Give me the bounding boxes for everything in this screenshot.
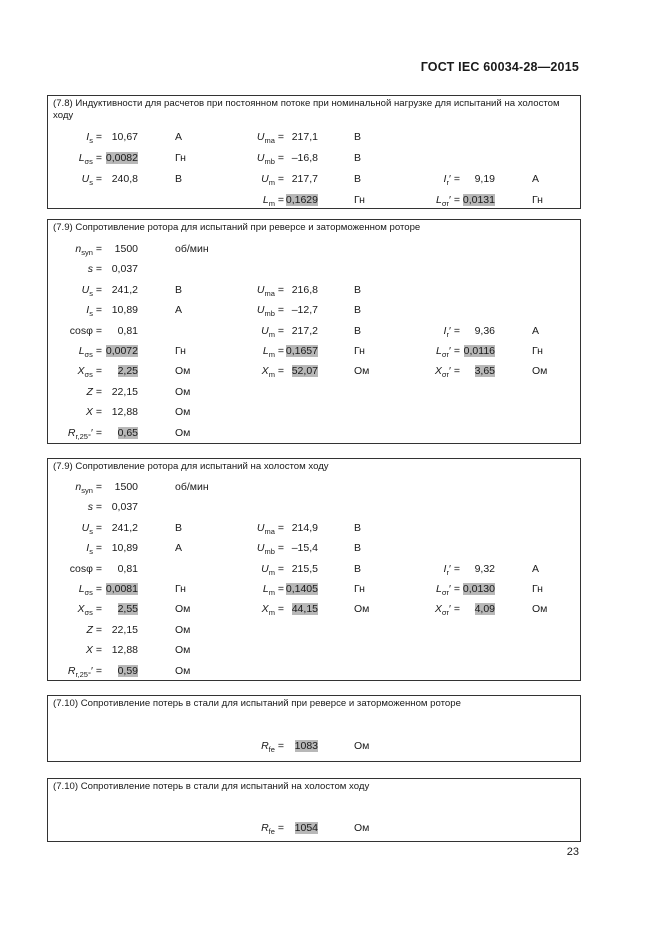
param-row [48,665,580,678]
param-unit: В [175,283,183,296]
param-unit: A [532,562,540,575]
param-value: 10,67 [111,131,138,143]
param-row [48,263,580,276]
page-number: 23 [566,846,579,858]
param-row [48,822,580,835]
param-label: $U_m$ = [261,324,284,339]
param-row [48,131,580,144]
param-label: $I_s$ = [86,131,102,146]
param-unit: Гн [175,345,186,357]
param-value: 22,15 [111,385,138,398]
section-iron-loss-reverse [47,695,581,762]
param-value: 12,88 [111,406,138,419]
param-row [48,194,580,207]
param-value: 0,65 [117,426,138,439]
param-unit: Ом [354,740,370,752]
param-label: $L_{\sigma s}$ = [78,345,102,360]
param-label: $L_m$ = [262,345,284,360]
param-unit: Гн [354,583,365,595]
param-unit: Гн [175,152,186,164]
param-label: $I_r'$ = [443,324,460,339]
param-row [48,740,580,753]
param-row [48,624,580,637]
param-row [48,386,580,399]
param-value: 0,0072 [105,345,138,357]
param-label: $R_{r,25^\circ}'$ = [67,664,102,679]
param-unit: Гн [354,194,365,206]
param-unit: A [175,542,183,555]
param-value: 9,32 [474,562,495,575]
param-label: $U_{ma}$ = [256,283,284,298]
param-label: $L_m$ = [262,194,284,209]
param-label: cosφ = [69,324,102,337]
param-row [48,173,580,186]
param-value: 10,89 [111,304,138,317]
param-row [48,542,580,555]
param-row [48,152,580,165]
section-title: (7.8) Индуктивности для расчетов при постоянном потоке при номинальной нагрузке для испытаний на холостом ходу [53,98,560,121]
param-row [48,365,580,378]
param-label: $L_{\sigma r}'$ = [435,194,460,209]
section-iron-loss-no-load [47,778,581,842]
param-value: 3,65 [474,365,495,378]
param-label: $U_{ma}$ = [256,131,284,146]
param-value: 1500 [114,481,138,493]
param-row [48,406,580,419]
param-label: $X_{\sigma s}$ = [77,365,102,380]
param-unit: Ом [175,603,191,616]
param-label: $U_m$ = [261,562,284,577]
section-title: (7.10) Сопротивление потерь в стали для испытаний на холостом ходу [53,781,370,792]
param-label: $L_{\sigma s}$ = [78,583,102,598]
param-unit: В [354,562,362,575]
param-value: 0,0081 [105,583,138,595]
param-label: $I_r'$ = [443,562,460,577]
param-unit: В [354,283,362,296]
param-value: 12,88 [111,644,138,657]
param-value: 2,25 [117,365,138,378]
param-value: 44,15 [291,603,318,616]
param-label: $R_{fe}$ = [261,740,284,755]
param-value: –15,4 [291,542,318,555]
section-title: (7.10) Сопротивление потерь в стали для испытаний при реверсе и заторможенном роторе [53,698,461,709]
param-unit: В [354,131,362,143]
section-rotor-resistance-reverse [47,219,581,444]
param-unit: Ом [175,644,191,657]
param-value: 1054 [294,822,318,834]
param-unit: В [354,542,362,555]
section-rotor-resistance-no-load [47,458,581,681]
param-unit: В [354,152,362,164]
section-title: (7.9) Сопротивление ротора для испытаний на холостом ходу [53,461,329,472]
param-label: $L_m$ = [262,583,284,598]
param-row [48,522,580,535]
param-row [48,481,580,494]
param-label: $U_s$ = [81,283,102,298]
param-unit: Ом [175,664,191,677]
param-label: $U_{mb}$ = [256,152,284,167]
param-value: 0,037 [111,263,138,276]
param-unit: Ом [532,603,548,616]
param-label: X = [85,406,102,419]
param-label: X = [85,644,102,657]
param-value: 52,07 [291,365,318,378]
param-unit: Ом [175,365,191,378]
param-label: $L_{\sigma r}'$ = [435,583,460,598]
param-unit: Ом [532,365,548,378]
param-unit: A [175,131,183,143]
param-row [48,644,580,657]
param-value: 241,2 [111,521,138,534]
section-inductances [47,95,581,209]
param-unit: В [354,521,362,534]
param-label: $L_{\sigma r}'$ = [435,345,460,360]
param-value: 0,81 [117,562,138,575]
param-unit: В [354,173,362,185]
param-unit: Гн [532,194,543,206]
param-unit: A [532,324,540,337]
param-row [48,563,580,576]
param-row [48,284,580,297]
param-label: $R_{r,25^\circ}'$ = [67,426,102,441]
param-label: cosφ = [69,562,102,575]
param-label: $X_{\sigma r}'$ = [434,603,460,618]
param-unit: Ом [175,406,191,419]
param-row [48,304,580,317]
param-value: 0,0130 [462,583,495,595]
param-value: 0,1629 [285,194,318,206]
param-unit: A [532,173,540,185]
param-label: $I_r'$ = [443,173,460,188]
param-value: 4,09 [474,603,495,616]
param-label: $U_m$ = [261,173,284,188]
param-label: Z = [86,623,102,636]
param-value: 216,8 [291,283,318,296]
param-unit: Ом [175,385,191,398]
param-value: 214,9 [291,521,318,534]
param-value: –16,8 [291,152,318,164]
param-value: 217,7 [291,173,318,185]
param-value: 0,037 [111,501,138,514]
param-unit: A [175,304,183,317]
param-label: $I_s$ = [86,304,102,319]
param-value: 0,81 [117,324,138,337]
param-row [48,501,580,514]
param-label: $I_s$ = [86,542,102,557]
param-row [48,427,580,440]
param-label: $X_m$ = [261,603,284,618]
param-label: $U_s$ = [81,521,102,536]
param-label: $R_{fe}$ = [261,822,284,837]
param-value: 217,1 [291,131,318,143]
param-unit: об/мин [175,481,209,493]
param-value: 241,2 [111,283,138,296]
param-value: 240,8 [111,173,138,185]
param-unit: В [175,521,183,534]
param-value: 0,0131 [462,194,495,206]
param-label: $X_m$ = [261,365,284,380]
param-value: 2,55 [117,603,138,616]
param-label: $X_{\sigma r}'$ = [434,365,460,380]
param-row [48,345,580,358]
param-label: $U_{mb}$ = [256,304,284,319]
param-label: Z = [86,385,102,398]
param-value: 1083 [294,740,318,752]
param-row [48,243,580,256]
param-unit: Гн [175,583,186,595]
param-unit: В [354,304,362,317]
param-unit: Ом [354,603,370,616]
param-unit: Ом [354,365,370,378]
param-value: 0,1657 [285,345,318,357]
param-row [48,603,580,616]
param-row [48,325,580,338]
param-unit: Гн [532,345,543,357]
param-label: s = [87,263,102,276]
param-row [48,583,580,596]
param-value: 0,1405 [285,583,318,595]
param-value: 22,15 [111,623,138,636]
param-value: –12,7 [291,304,318,317]
param-unit: об/мин [175,243,209,255]
param-label: $U_{ma}$ = [256,521,284,536]
param-value: 0,0082 [105,152,138,164]
param-unit: Ом [175,426,191,439]
param-unit: Гн [532,583,543,595]
param-value: 9,36 [474,324,495,337]
param-label: $n_{syn}$ = [75,243,102,258]
section-title: (7.9) Сопротивление ротора для испытаний при реверсе и заторможенном роторе [53,222,421,233]
param-unit: Гн [354,345,365,357]
param-label: $X_{\sigma s}$ = [77,603,102,618]
param-label: $L_{\sigma s}$ = [78,152,102,167]
param-label: $U_s$ = [81,173,102,188]
standard-designation: ГОСТ IEC 60034-28—2015 [420,60,579,74]
param-unit: Ом [354,822,370,834]
param-value: 9,19 [474,173,495,185]
param-value: 0,0116 [463,345,495,357]
param-unit: Ом [175,623,191,636]
param-value: 10,89 [111,542,138,555]
param-value: 0,59 [117,664,138,677]
param-unit: В [354,324,362,337]
param-unit: В [175,173,183,185]
param-label: $n_{syn}$ = [75,481,102,496]
param-label: $U_{mb}$ = [256,542,284,557]
param-value: 215,5 [291,562,318,575]
param-label: s = [87,501,102,514]
param-value: 217,2 [291,324,318,337]
param-value: 1500 [114,243,138,255]
